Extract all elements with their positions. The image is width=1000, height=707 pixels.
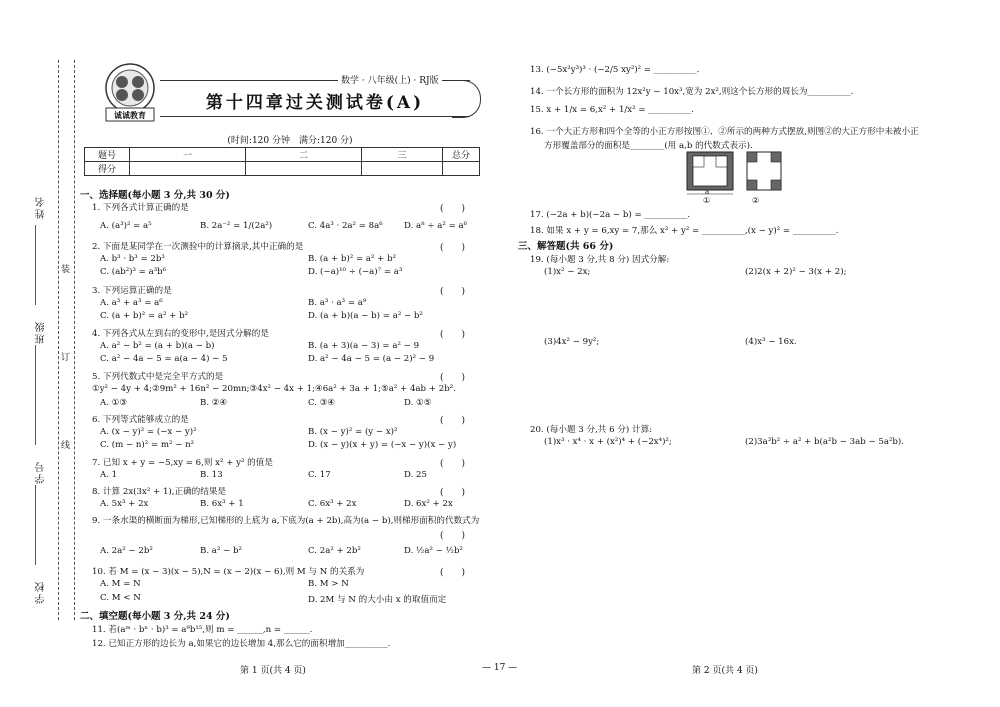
q8-stem: 8. 计算 2x(3x² + 1),正确的结果是 [92,487,227,497]
score-cell: 得分 [85,162,130,176]
q20-part-1: (1)x³ · x⁴ · x + (x²)⁴ + (−2x⁴)²; [544,437,672,447]
bind-mark-2: 订 [61,350,70,363]
class-label: 班级 [36,320,47,344]
section-3-title: 三、解答题(共 66 分) [518,241,614,252]
q19-part-1: (1)x² − 2x; [544,267,591,277]
q5-option-c: C. ③④ [308,398,336,408]
q2-option-c: C. (ab²)³ = a³b⁶ [100,267,167,277]
q3-stem: 3. 下列运算正确的是 [92,286,172,296]
q6-option-c: C. (m − n)² = m² − n² [100,440,195,450]
q9-option-a: A. 2a² − 2b² [100,546,153,556]
q8-option-a: A. 5x³ + 2x [100,499,149,509]
q8-option-d: D. 6x² + 2x [404,499,453,509]
q5-option-a: A. ①③ [100,398,128,408]
score-cell: 二 [246,148,362,162]
answer-paren[interactable]: ( ) [440,416,466,426]
score-cell[interactable] [130,162,246,176]
series-label: 数学 · 八年级(上) · RJ版 [338,73,442,86]
q5-option-d: D. ①⑤ [404,398,432,408]
name-label: 姓名 [36,195,47,219]
q6-stem: 6. 下列等式能够成立的是 [92,415,189,425]
answer-paren[interactable]: ( ) [440,459,466,469]
footer-page-left: 第 1 页(共 4 页) [240,666,306,676]
q14: 14. 一个长方形的面积为 12x²y − 10x³,宽为 2x²,则这个长方形的周长为__________. [530,87,854,97]
q7-option-b: B. 13 [200,470,223,480]
q20-part-2: (2)3a³b² ÷ a² + b(a²b − 3ab − 5a²b). [745,437,905,447]
score-cell[interactable] [246,162,362,176]
answer-paren[interactable]: ( ) [440,568,466,578]
q2-option-d: D. (−a)¹⁰ ÷ (−a)⁷ = a³ [308,267,403,277]
bind-mark-1: 装 [61,262,70,275]
q6-option-a: A. (x − y)² = (−x − y)² [100,427,197,437]
q16-line-1: 16. 一个大正方形和四个全等的小正方形按图①、②所示的两种方式摆放,则图②的大正方形中未被小正 [530,127,919,137]
q13: 13. (−5x²y³)³ · (−2/5 xy²)² = __________. [530,65,700,75]
q9-option-c: C. 2a² + 2b² [308,546,361,556]
q9-option-b: B. a² − b² [200,546,242,556]
q4-option-b: B. (a + 3)(a − 3) = a² − 9 [308,341,420,351]
q16-fig-a: a [705,188,710,196]
binding-line-inner [74,60,75,620]
q2-option-a: A. b³ · b³ = 2b³ [100,254,165,264]
answer-paren[interactable]: ( ) [440,243,466,253]
q19-stem: 19. (每小题 3 分,共 8 分) 因式分解: [530,255,670,265]
bind-mark-3: 线 [61,438,70,451]
q3-option-c: C. (a + b)² = a² + b² [100,311,189,321]
name-underline [35,225,36,305]
section-1-title: 一、选择题(每小题 3 分,共 30 分) [80,190,230,201]
q8-option-b: B. 6x³ + 1 [200,499,244,509]
q2-option-b: B. (a + b)² = a² + b² [308,254,397,264]
answer-paren[interactable]: ( ) [440,204,466,214]
q8-option-c: C. 6x³ + 2x [308,499,357,509]
score-cell: 题号 [85,148,130,162]
section-2-title: 二、填空题(每小题 3 分,共 24 分) [80,611,230,622]
q10-option-d: D. 2M 与 N 的大小由 x 的取值而定 [308,595,447,605]
q19-part-2: (2)2(x + 2)² − 3(x + 2); [745,267,847,277]
answer-paren[interactable]: ( ) [440,488,466,498]
q16-figure [685,150,785,202]
q4-option-c: C. a² − 4a − 5 = a(a − 4) − 5 [100,354,228,364]
q3-option-a: A. a³ + a³ = a⁶ [100,298,163,308]
q1-option-b: B. 2a⁻² = 1/(2a²) [200,221,273,231]
header-rule-bottom [160,116,470,117]
q18: 18. 如果 x + y = 6,xy = 7,那么 x² + y² = __________,(x − y)² = __________. [530,226,839,236]
id-label: 学号 [36,460,47,484]
q2-stem: 2. 下面是某同学在一次测验中的计算摘录,其中正确的是 [92,242,304,252]
q3-option-b: B. a³ · a³ = a⁹ [308,298,367,308]
score-cell[interactable] [443,162,480,176]
q5-list: ①y² − 4y + 4;②9m² + 16n² − 20mn;③4x² − 4x + 1;④6a² + 3a + 1;⑤a² + 4ab + 2b². [92,384,456,394]
q5-option-b: B. ②④ [200,398,228,408]
q4-option-d: D. a² − 4a − 5 = (a − 2)² − 9 [308,354,435,364]
q7-option-a: A. 1 [100,470,118,480]
answer-paren[interactable]: ( ) [440,330,466,340]
footer-page-center: — 17 — [482,663,518,673]
score-cell[interactable] [362,162,443,176]
score-table [84,147,480,176]
answer-paren[interactable]: ( ) [440,531,466,541]
q10-option-c: C. M < N [100,593,141,603]
q9-option-d: D. ½a² − ½b² [404,546,463,556]
page-title: 第十四章过关测试卷(A) [205,93,425,113]
q1-option-a: A. (a³)² = a⁵ [100,221,152,231]
q10-option-a: A. M = N [100,579,141,589]
score-row [85,162,480,176]
q6-option-b: B. (x − y)² = (y − x)² [308,427,398,437]
q4-stem: 4. 下列各式从左到右的变形中,是因式分解的是 [92,329,269,339]
q3-option-d: D. (a + b)(a − b) = a² − b² [308,311,423,321]
q16-fig-label-1: ① [703,196,711,205]
id-underline [35,485,36,565]
q4-option-a: A. a² − b² = (a + b)(a − b) [100,341,215,351]
q20-stem: 20. (每小题 3 分,共 6 分) 计算: [530,425,653,435]
q17: 17. (−2a + b)(−2a − b) = __________. [530,210,691,220]
q1-option-d: D. a⁸ ÷ a² = a⁶ [404,221,468,231]
q11: 11. 若(aᵐ · bⁿ · b)³ = a⁹b¹⁵,则 m = ______,n = ______. [92,625,313,635]
score-cell: 三 [362,148,443,162]
q16-line-2: 方形覆盖部分的面积是________(用 a,b 的代数式表示). [544,141,753,151]
q19-part-3: (3)4x² − 9y²; [544,337,600,347]
q12: 12. 已知正方形的边长为 a,如果它的边长增加 4,那么它的面积增加__________. [92,639,391,649]
q1-option-c: C. 4a³ · 2a² = 8a⁶ [308,221,383,231]
q7-stem: 7. 已知 x + y = −5,xy = 6,则 x² + y² 的值是 [92,458,273,468]
q10-stem: 10. 若 M = (x − 3)(x − 5),N = (x − 2)(x − 6),则 M 与 N 的关系为 [92,567,365,577]
binding-line-outer [58,60,59,620]
score-header-row [85,148,480,162]
answer-paren[interactable]: ( ) [440,373,466,383]
q16-fig-label-2: ② [752,196,760,205]
answer-paren[interactable]: ( ) [440,287,466,297]
class-underline [35,345,36,445]
score-cell: 一 [130,148,246,162]
score-cell: 总分 [443,148,480,162]
q7-option-d: D. 25 [404,470,427,480]
time-score-info: (时间:120 分钟 满分:120 分) [227,136,353,146]
q15: 15. x + 1/x = 6,x² + 1/x² = __________. [530,105,694,115]
q7-option-c: C. 17 [308,470,331,480]
q6-option-d: D. (x − y)(x + y) = (−x − y)(x − y) [308,440,457,450]
logo-text: 诚诚教育 [114,110,146,120]
school-label: 学校 [36,580,47,604]
q9-stem: 9. 一条水渠的横断面为梯形,已知梯形的上底为 a,下底为(a + 2b),高为(a − b),则梯形面积的代数式为 [92,516,480,526]
q10-option-b: B. M > N [308,579,349,589]
q5-stem: 5. 下列代数式中是完全平方式的是 [92,372,224,382]
footer-page-right: 第 2 页(共 4 页) [692,666,758,676]
q19-part-4: (4)x³ − 16x. [745,337,797,347]
q1-stem: 1. 下列各式计算正确的是 [92,203,189,213]
